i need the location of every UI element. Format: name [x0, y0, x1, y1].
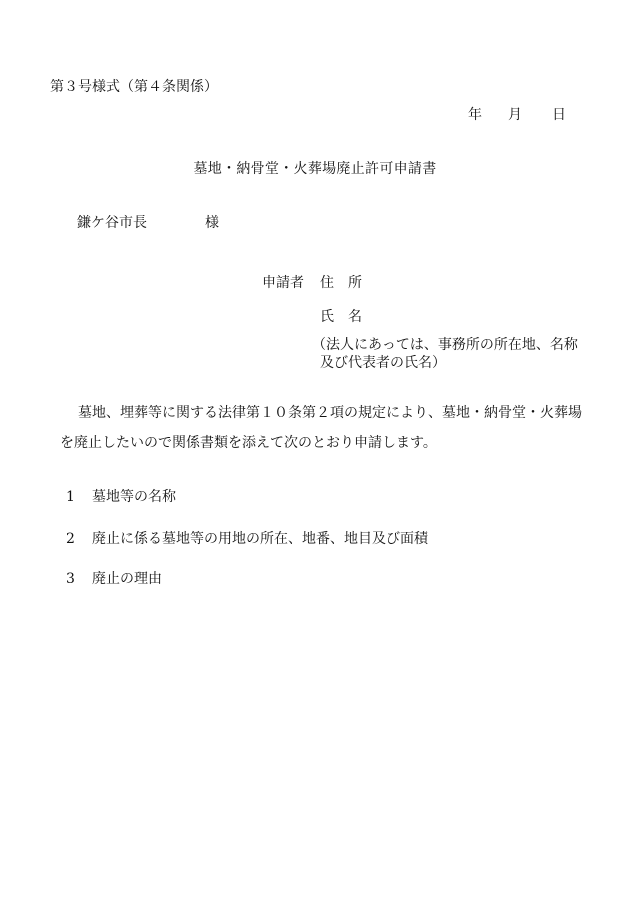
corporation-note-line1: （法人にあっては、事務所の所在地、名称 — [312, 337, 578, 353]
date-line — [468, 106, 566, 124]
date-year-label: 年 — [468, 107, 482, 123]
date-day-label: 日 — [552, 107, 566, 123]
form-number: 第３号様式（第４条関係） — [50, 79, 218, 95]
item-label: 墓地等の名称 — [92, 489, 176, 505]
item-number: 3 — [66, 571, 75, 587]
date-month-label: 月 — [508, 107, 522, 123]
item-number: 2 — [66, 531, 75, 547]
addressee — [77, 214, 219, 232]
applicant-label: 申請者 — [262, 275, 304, 291]
item-number: 1 — [66, 489, 75, 505]
item-label: 廃止の理由 — [92, 571, 162, 587]
list-item — [66, 570, 162, 588]
corporation-note — [312, 336, 578, 372]
addressee-name: 鎌ケ谷市長 — [77, 215, 147, 231]
applicant-name-label: 氏 名 — [320, 309, 362, 325]
list-item — [66, 530, 428, 548]
addressee-honorific: 様 — [205, 215, 219, 231]
item-label: 廃止に係る墓地等の用地の所在、地番、地目及び面積 — [92, 531, 428, 547]
list-item — [66, 488, 176, 506]
body-paragraph: 墓地、埋葬等に関する法律第１０条第２項の規定により、墓地・納骨堂・火葬場を廃止したいので関係書類を添えて次のとおり申請します。 — [60, 405, 582, 451]
document-title: 墓地・納骨堂・火葬場廃止許可申請書 — [193, 161, 437, 177]
corporation-note-line2: 及び代表者の氏名） — [320, 355, 446, 371]
applicant-address-label: 住 所 — [320, 275, 362, 291]
